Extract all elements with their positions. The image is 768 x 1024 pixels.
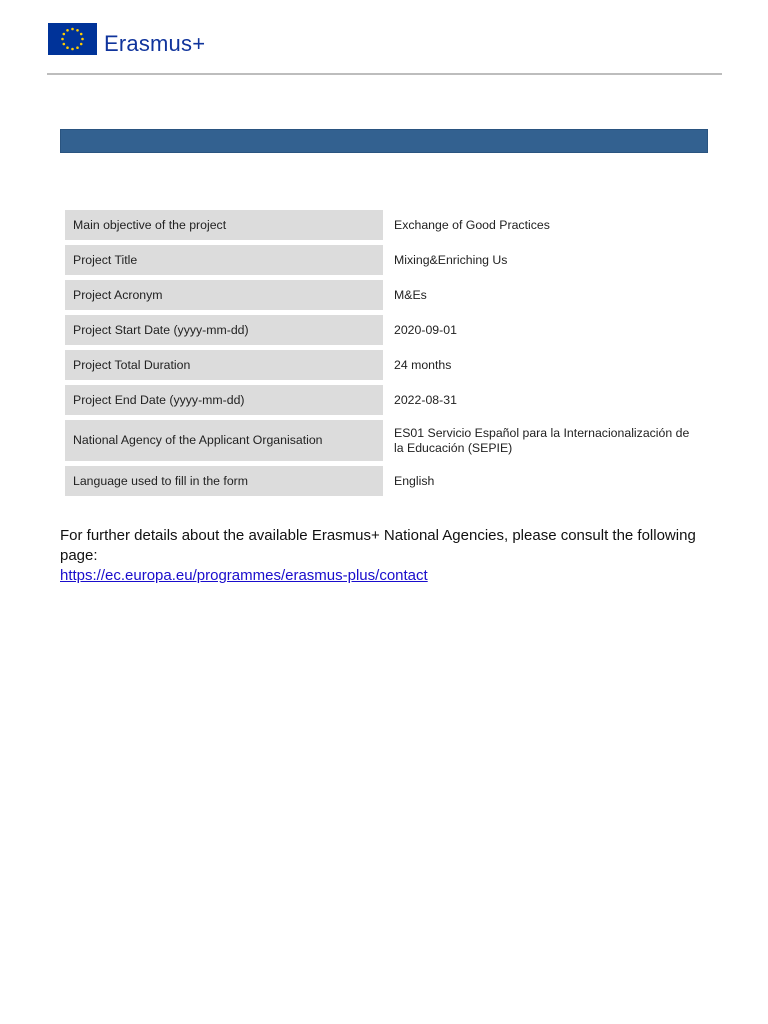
table-row bbox=[65, 350, 707, 380]
table-row bbox=[65, 420, 707, 461]
row-label: Main objective of the project bbox=[65, 210, 383, 240]
row-label: Project Total Duration bbox=[65, 350, 383, 380]
row-value: 2020-09-01 bbox=[386, 315, 707, 345]
table-row bbox=[65, 385, 707, 415]
project-info-table bbox=[62, 205, 710, 501]
row-value: Exchange of Good Practices bbox=[386, 210, 707, 240]
row-value: ES01 Servicio Español para la Internacionalización de la Educación (SEPIE) bbox=[386, 420, 707, 461]
table-row bbox=[65, 245, 707, 275]
row-label: National Agency of the Applicant Organisation bbox=[65, 420, 383, 461]
eu-stars-icon bbox=[48, 23, 97, 55]
row-value: English bbox=[386, 466, 707, 496]
contact-link[interactable]: https://ec.europa.eu/programmes/erasmus-plus/contact bbox=[60, 567, 428, 584]
section-header-bar bbox=[60, 129, 708, 153]
header-divider bbox=[47, 73, 722, 75]
row-label: Project Title bbox=[65, 245, 383, 275]
row-label: Language used to fill in the form bbox=[65, 466, 383, 496]
row-value: 24 months bbox=[386, 350, 707, 380]
national-agencies-note bbox=[60, 526, 700, 586]
table-row bbox=[65, 315, 707, 345]
note-text: For further details about the available Erasmus+ National Agencies, please consult the following page: bbox=[60, 527, 696, 564]
eu-flag-logo bbox=[48, 23, 97, 55]
row-label: Project Acronym bbox=[65, 280, 383, 310]
brand-name: Erasmus+ bbox=[104, 31, 206, 56]
row-value: 2022-08-31 bbox=[386, 385, 707, 415]
row-label: Project End Date (yyyy-mm-dd) bbox=[65, 385, 383, 415]
row-value: Mixing&Enriching Us bbox=[386, 245, 707, 275]
table-row bbox=[65, 466, 707, 496]
table-row bbox=[65, 210, 707, 240]
row-value: M&Es bbox=[386, 280, 707, 310]
row-label: Project Start Date (yyyy-mm-dd) bbox=[65, 315, 383, 345]
table-row bbox=[65, 280, 707, 310]
